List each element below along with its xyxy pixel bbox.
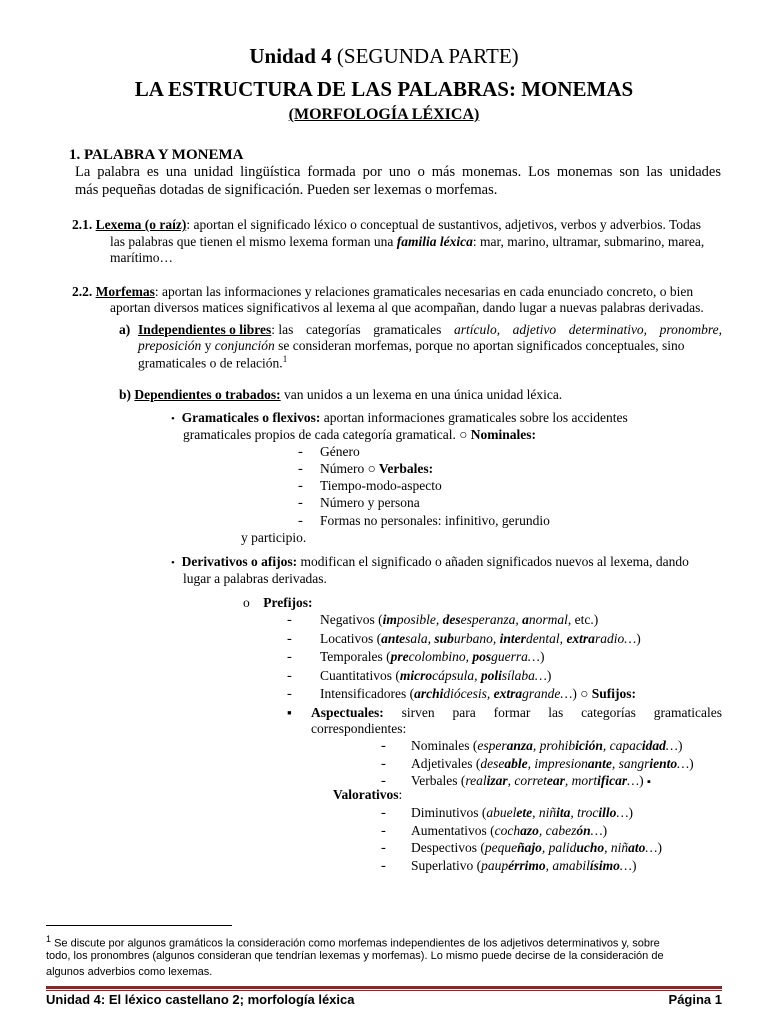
word: las — [646, 164, 663, 180]
word: adjetivo — [512, 322, 557, 337]
item-a-term: Independientes o libres — [138, 322, 272, 337]
dash-icon: - — [287, 686, 292, 702]
section21-term: Lexema (o raíz) — [95, 217, 187, 232]
section22-term: Morfemas — [95, 284, 155, 299]
section1-line2: más pequeñas dotadas de significación. Pueden ser lexemas o morfemas. — [75, 182, 498, 198]
footer-page-number: Página 1 — [668, 992, 722, 1007]
word: para — [452, 705, 476, 720]
item-b-term: Dependientes o trabados: — [134, 387, 281, 402]
word: formar — [493, 705, 531, 720]
item-a-label: a) — [119, 322, 131, 337]
word: gramaticales — [373, 322, 442, 337]
word: más — [431, 164, 456, 180]
list-item: Temporales (precolombino, posguerra…) — [320, 649, 545, 664]
word: sirven — [401, 705, 435, 720]
bullet-icon: • — [171, 557, 175, 569]
word: es — [146, 164, 159, 180]
section22-number: 2.2. — [72, 284, 96, 299]
list-item: Despectivos (pequeñajo, paliducho, niñato…) — [411, 840, 662, 855]
item-a-line2: preposición y conjunción se consideran morfemas, porque no aportan significados conceptuales, sino — [138, 338, 685, 353]
dash-icon: - — [298, 495, 303, 511]
section1-line1 — [75, 164, 721, 181]
sufijos-square: ▪ — [287, 705, 292, 720]
list-item: Diminutivos (abuelete, niñita, trocillo…) — [411, 805, 633, 820]
list-item: Negativos (imposible, desesperanza, anormal, etc.) — [320, 612, 599, 627]
dash-icon: - — [381, 773, 386, 789]
main-title: LA ESTRUCTURA DE LAS PALABRAS: MONEMAS — [134, 77, 634, 101]
dash-icon: - — [381, 805, 386, 821]
unit-part: (SEGUNDA PARTE) — [331, 44, 519, 68]
dash-icon: - — [298, 513, 303, 529]
word: unidad — [193, 164, 234, 180]
aspectuales-term: Aspectuales: — [311, 705, 384, 720]
dash-icon: - — [381, 822, 386, 839]
aspectuales-line1 — [311, 705, 722, 721]
word: categorías — [581, 705, 636, 720]
footer-rule-thin — [46, 990, 722, 991]
section21-number: 2.1. — [72, 217, 96, 232]
list-item: Locativos (antesala, suburbano, interdental, extraradio…) — [320, 630, 641, 646]
section21-line3: marítimo… — [110, 250, 173, 265]
gram-trail: y participio. — [241, 530, 307, 545]
footnote-line3: algunos adverbios como lexemas. — [46, 966, 213, 978]
circle-bullet-icon: o — [243, 595, 250, 610]
list-item: Superlativo (paupérrimo, amabilísimo…) — [411, 857, 637, 873]
dash-icon: - — [287, 649, 292, 665]
gram-item: Género — [320, 444, 360, 459]
dash-icon: - — [287, 667, 292, 684]
bullet-icon: • — [171, 413, 175, 425]
word: Los — [528, 164, 550, 180]
list-item: Nominales (esperanza, prohibición, capacidad…) — [411, 738, 683, 753]
derivativos-line2: lugar a palabras derivadas. — [183, 571, 327, 586]
gram-item: Número y persona — [320, 495, 420, 510]
dash-icon: - — [381, 840, 386, 856]
section21-line1: 2.1. Lexema (o raíz): aportan el significado léxico o conceptual de sustantivos, adjetivos, verbos y adverbios. Todas — [72, 217, 702, 232]
square-bullet-icon: ▪ — [647, 776, 651, 788]
sufijos-heading: Sufijos: — [588, 686, 637, 701]
dash-icon: - — [381, 755, 386, 772]
prefijos-heading: o Prefijos: — [243, 595, 313, 610]
word: unidades — [669, 164, 721, 180]
word: uno — [388, 164, 411, 180]
list-item: Intensificadores (archidiócesis, extragrande…) ○ Sufijos: — [320, 686, 637, 701]
dash-icon: - — [381, 857, 386, 874]
footnote-ref[interactable]: 1 — [282, 354, 288, 364]
subtitle: (MORFOLOGÍA LÉXICA) — [288, 106, 480, 123]
item-a-line3: gramaticales o de relación.$^1$ — [138, 354, 288, 371]
footer-rule — [46, 986, 722, 989]
section22-line2: aportan diversos matices significativos al lexema al que acompañan, dando lugar a nuevas palabras derivadas. — [110, 300, 704, 315]
list-item: Adjetivales (deseable, impresionante, sangriento…) — [411, 755, 694, 771]
dash-icon: - — [287, 630, 292, 647]
item-b-line1: b) Dependientes o trabados: van unidos a un lexema en una única unidad léxica. — [119, 387, 563, 402]
word: las — [548, 705, 564, 720]
word: monemas — [556, 164, 613, 180]
section1-heading: 1. PALABRA Y MONEMA — [69, 147, 244, 163]
circle-bullet-icon: ○ — [367, 461, 376, 476]
circle-bullet-icon: ○ — [459, 427, 468, 442]
list-item: Verbales (realizar, corretear, mortificar…) ▪ — [411, 773, 651, 788]
item-a-line1 — [138, 322, 722, 338]
section22-line1: 2.2. Morfemas: aportan las informaciones y relaciones gramaticales necesarias en cada enunciado concreto, o bien — [72, 284, 694, 299]
gram-item: Número ○ Verbales: — [320, 461, 434, 476]
word: o — [417, 164, 425, 180]
word: formada — [307, 164, 356, 180]
word: lingüística — [240, 164, 301, 180]
valorativos-heading: Valorativos: — [333, 787, 403, 802]
derivativos-line1: • Derivativos o afijos: modifican el significado o añaden significados nuevos al lexema, dando — [171, 554, 689, 569]
word: artículo, — [453, 322, 501, 337]
word: Independientes o libres: las — [138, 322, 294, 337]
word: determinativo, — [568, 322, 648, 337]
unit-number: Unidad 4 — [249, 44, 332, 68]
footnote-rule — [46, 925, 232, 926]
footnote-line2: todo, los pronombres (algunos consideran que tendrían lexemas y morfemas). Lo mismo puede decirse de la consideración de — [46, 950, 664, 962]
word: monemas. — [462, 164, 522, 180]
word: La — [75, 164, 91, 180]
dash-icon: - — [298, 461, 303, 477]
word: pronombre, — [659, 322, 722, 337]
word: categorías — [305, 322, 361, 337]
dash-icon: - — [381, 738, 386, 754]
section21-line2: las palabras que tienen el mismo lexema forman una familia léxica: mar, marino, ultramar, submarino, marea, — [110, 234, 705, 249]
dash-icon: - — [298, 478, 303, 494]
footnote-line1: $^1$ Se discute por algunos gramáticos la consideración como morfemas independientes de los adjetivos determinativos y, sobre — [46, 934, 660, 950]
circle-bullet-icon: ○ — [580, 686, 589, 701]
word: son — [619, 164, 640, 180]
list-item: Cuantitativos (microcápsula, polisílaba…) — [320, 667, 552, 683]
word: una — [165, 164, 187, 180]
word: palabra — [97, 164, 140, 180]
word: gramaticales — [653, 705, 722, 720]
gram-item: Tiempo-modo-aspecto — [320, 478, 442, 493]
gramaticales-line1: • Gramaticales o flexivos: aportan informaciones gramaticales sobre los accidentes — [171, 410, 628, 425]
footer-left: Unidad 4: El léxico castellano 2; morfología léxica — [46, 992, 355, 1007]
list-item: Aumentativos (cochazo, cabezón…) — [411, 822, 608, 838]
familia-lexica-term: familia léxica — [396, 234, 473, 249]
unit-title — [0, 44, 768, 69]
aspectuales-line2: correspondientes: — [311, 721, 407, 736]
gram-item: Formas no personales: infinitivo, gerundio — [320, 513, 550, 528]
word: por — [362, 164, 382, 180]
dash-icon: - — [287, 612, 292, 628]
gramaticales-line2: gramaticales propios de cada categoría gramatical. ○ Nominales: — [183, 427, 537, 442]
dash-icon: - — [298, 444, 303, 460]
